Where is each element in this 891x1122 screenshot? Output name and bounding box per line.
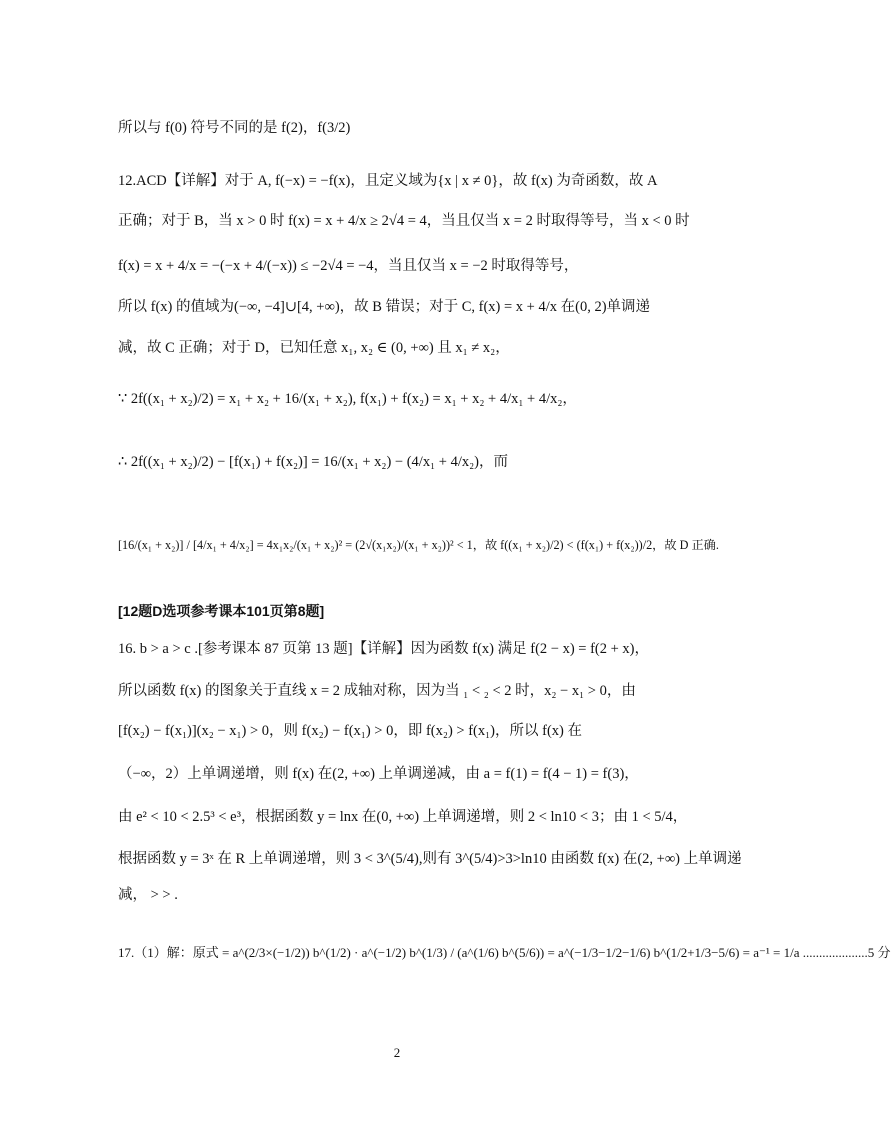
text-line-11: 16. b > a > c .[参考课本 87 页第 13 题]【详解】因为函数 f(x) 满足 f(2 − x) = f(2 + x)， <box>118 641 649 657</box>
text-line-9: [16/(x₁ + x₂)] / [4/x₁ + 4/x₂] = 4x₁x₂/(x₁ + x₂)² = (2√(x₁x₂)/(x₁ + x₂))² < 1，故 f((x₁ + x₂)/2) < (f(x₁) + f(x₂))/2，故 D 正确. <box>118 538 719 552</box>
text-line-17: 减， > > . <box>118 887 178 903</box>
text-line-15: 由 e² < 10 < 2.5³ < e³，根据函数 y = lnx 在(0, +∞) 上单调递增，则 2 < ln10 < 3；由 1 < 5/4， <box>118 809 688 825</box>
reference-note: [12题D选项参考课本101页第8题] <box>118 603 325 619</box>
text-line-18: 17.（1）解：原式 = a^(2/3×(−1/2)) b^(1/2) · a^(−1/2) b^(1/3) / (a^(1/6) b^(5/6)) = a^(−1/3−1/2−1/6) b^(1/2+1/3−5/6) = a⁻¹ = 1/a ....................5 分 <box>118 945 891 960</box>
text-line-3: 正确；对于 B，当 x > 0 时 f(x) = x + 4/x ≥ 2√4 = 4，当且仅当 x = 2 时取得等号，当 x < 0 时 <box>118 213 690 229</box>
page-number: 2 <box>393 1045 401 1060</box>
text-line-4: f(x) = x + 4/x = −(−x + 4/(−x)) ≤ −2√4 = −4，当且仅当 x = −2 时取得等号， <box>118 258 579 274</box>
text-line-6: 减，故 C 正确；对于 D，已知任意 x₁, x₂ ∈ (0, +∞) 且 x₁ ≠ x₂， <box>118 340 510 356</box>
text-line-12: 所以函数 f(x) 的图象关于直线 x = 2 成轴对称，因为当 ₁ < ₂ < 2 时，x₂ − x₁ > 0，由 <box>118 683 636 699</box>
text-line-5: 所以 f(x) 的值域为(−∞, −4]∪[4, +∞)，故 B 错误；对于 C, f(x) = x + 4/x 在(0, 2)单调递 <box>118 299 651 315</box>
text-line-7: ∵ 2f((x₁ + x₂)/2) = x₁ + x₂ + 16/(x₁ + x₂), f(x₁) + f(x₂) = x₁ + x₂ + 4/x₁ + 4/x₂， <box>118 391 577 407</box>
text-line-1: 所以与 f(0) 符号不同的是 f(2)，f(3/2) <box>118 120 351 136</box>
text-line-16: 根据函数 y = 3ˣ 在 R 上单调递增，则 3 < 3^(5/4),则有 3^(5/4)>3>ln10 由函数 f(x) 在(2, +∞) 上单调递 <box>118 851 742 867</box>
text-line-2: 12.ACD【详解】对于 A, f(−x) = −f(x)，且定义域为{x | x ≠ 0}，故 f(x) 为奇函数，故 A <box>118 173 658 189</box>
text-line-13: [f(x₂) − f(x₁)](x₂ − x₁) > 0，则 f(x₂) − f(x₁) > 0，即 f(x₂) > f(x₁)，所以 f(x) 在 <box>118 723 582 739</box>
text-line-14: （−∞，2）上单调递增，则 f(x) 在(2, +∞) 上单调递减，由 a = f(1) = f(4 − 1) = f(3)， <box>118 766 639 782</box>
text-line-8: ∴ 2f((x₁ + x₂)/2) − [f(x₁) + f(x₂)] = 16/(x₁ + x₂) − (4/x₁ + 4/x₂)，而 <box>118 454 508 470</box>
